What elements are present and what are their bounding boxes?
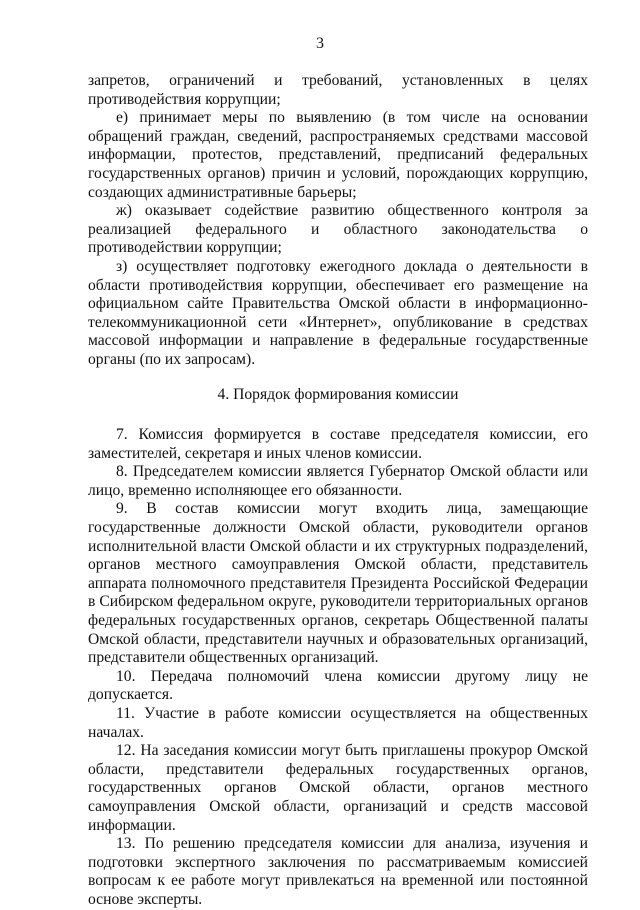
- document-body: [88, 72, 588, 910]
- paragraph-12: 12. На заседания комиссии могут быть приглашены прокурор Омской области, представители федеральных государственных органов, государственных органов Омской области, органов местного самоуправления Омской области, организаций и средств массовой информации.: [88, 742, 588, 834]
- paragraph-item-z: з) осуществляет подготовку ежегодного доклада о деятельности в области противодействия коррупции, обеспечивает его размещение на официальном сайте Правительства Омской области в информационно-телекоммуникационной сети «Интернет», опубликование в средствах массовой информации и направление в федеральные государственные органы (по их запросам).: [88, 257, 588, 368]
- paragraph-item-e: е) принимает меры по выявлению (в том числе на основании обращений граждан, сведений, распространяемых средствами массовой информации, протестов, представлений, предписаний федеральных государственных органов) причин и условий, порождающих коррупцию, создающих административные барьеры;: [88, 109, 588, 201]
- paragraph-item-zh: ж) оказывает содействие развитию общественного контроля за реализацией федерального и областного законодательства о противодействии коррупции;: [88, 202, 588, 257]
- section-heading: 4. Порядок формирования комиссии: [217, 385, 459, 403]
- paragraph-continuation: запретов, ограничений и требований, установленных в целях противодействия коррупции;: [88, 72, 588, 108]
- paragraph-10: 10. Передача полномочий члена комиссии другому лицу не допускается.: [88, 667, 588, 704]
- paragraph-13: 13. По решению председателя комиссии для анализа, изучения и подготовки экспертного заключения по рассматриваемым комиссией вопросам к ее работе могут привлекаться на временной или постоянной основе эксперты.: [88, 835, 588, 908]
- paragraph-7: 7. Комиссия формируется в составе председателя комиссии, его заместителей, секретаря и иных членов комиссии.: [88, 426, 588, 462]
- paragraph-9: 9. В состав комиссии могут входить лица, замещающие государственные должности Омской области, руководители органов исполнительной власти Омской области и их структурных подразделений, органов местного самоуправления Омской области, представитель аппарата полномочного представителя Президента Российской Федерации в Сибирском федеральном округе, руководители территориальных органов федеральных государственных органов, секретарь Общественной палаты Омской области, представители научных и образовательных организаций, представители общественных организаций.: [88, 500, 588, 667]
- paragraph-8: 8. Председателем комиссии является Губернатор Омской области или лицо, временно исполняющее его обязанности.: [88, 463, 588, 499]
- page-number: 3: [316, 35, 324, 52]
- paragraph-11: 11. Участие в работе комиссии осуществляется на общественных началах.: [88, 705, 588, 741]
